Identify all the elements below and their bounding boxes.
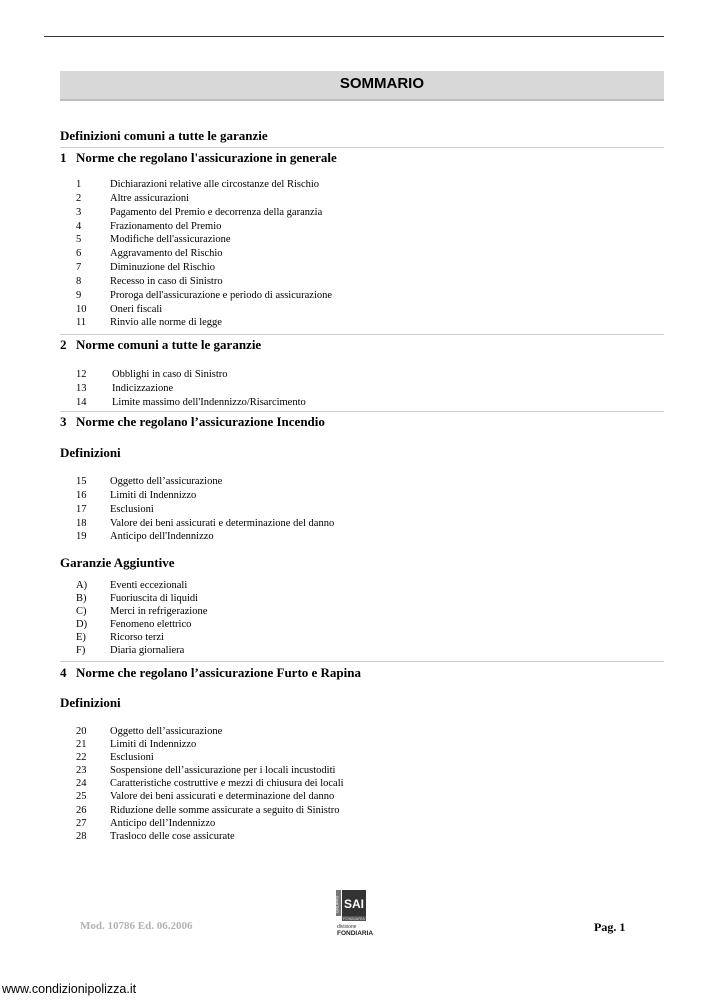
list-item <box>76 396 306 410</box>
list-item <box>76 233 332 247</box>
garanzie-aggiuntive-heading <box>60 555 174 571</box>
list-item <box>76 503 334 517</box>
item-number: 26 <box>76 804 87 816</box>
item-number: 2 <box>76 192 82 204</box>
divider <box>60 147 664 148</box>
item-number: 12 <box>76 369 87 380</box>
section-2-heading <box>60 337 261 353</box>
item-number: B) <box>76 592 87 604</box>
section-3-definizioni-heading <box>60 445 121 461</box>
item-text: Esclusioni <box>110 503 154 515</box>
list-item <box>76 817 344 830</box>
section-1-heading <box>60 150 337 166</box>
list-item <box>76 725 344 738</box>
list-item <box>76 738 344 751</box>
svg-text:SAI: SAI <box>343 897 365 911</box>
list-item <box>76 804 344 817</box>
item-text: Indicizzazione <box>112 382 174 394</box>
list-item <box>76 289 332 303</box>
item-text: Oggetto dell’assicurazione <box>110 726 223 737</box>
svg-text:FONDIARIA: FONDIARIA <box>337 930 374 937</box>
item-text: Proroga dell'assicurazione e periodo di assicurazione <box>110 289 333 301</box>
item-number: 24 <box>76 778 87 790</box>
section-title: Norme che regolano l'assicurazione in generale <box>76 150 337 165</box>
item-number: 20 <box>76 726 87 737</box>
item-number: 5 <box>76 234 82 246</box>
item-number: 17 <box>76 503 87 515</box>
item-number: 21 <box>76 739 87 751</box>
section-number: 1 <box>60 150 67 165</box>
list-item <box>76 777 344 790</box>
item-number: D) <box>76 618 88 630</box>
item-number: A) <box>76 580 88 591</box>
item-number: 7 <box>76 262 82 274</box>
top-rule <box>44 36 664 37</box>
item-text: Recesso in caso di Sinistro <box>110 275 223 287</box>
item-text: Merci in refrigerazione <box>110 605 208 617</box>
heading-definizioni-comuni <box>60 128 268 144</box>
item-text: Anticipo dell'Indennizzo <box>110 531 214 543</box>
item-text: Esclusioni <box>110 752 154 764</box>
list-item <box>76 382 306 396</box>
item-number: 22 <box>76 752 87 764</box>
list-item <box>76 764 344 777</box>
item-number: 6 <box>76 248 82 260</box>
divider <box>60 661 664 662</box>
list-item <box>76 192 332 206</box>
item-number: 15 <box>76 476 87 487</box>
item-text: Rinvio alle norme di legge <box>110 317 222 329</box>
item-text: Pagamento del Premio e decorrenza della garanzia <box>110 206 323 218</box>
item-number: E) <box>76 631 86 643</box>
item-text: Obblighi in caso di Sinistro <box>112 369 228 380</box>
item-text: Frazionamento del Premio <box>110 220 222 232</box>
item-number: 28 <box>76 830 87 842</box>
item-text: Fuoriuscita di liquidi <box>110 592 199 604</box>
svg-text:GRUPPO: GRUPPO <box>334 895 340 913</box>
list-item <box>76 593 207 606</box>
list-item <box>76 830 344 843</box>
section-4-definizioni-heading <box>60 695 121 711</box>
item-text: Eventi eccezionali <box>110 580 188 591</box>
section-3-list <box>76 475 334 544</box>
item-number: 23 <box>76 765 87 777</box>
section-3-heading <box>60 414 325 430</box>
subheading-text: Garanzie Aggiuntive <box>60 555 175 570</box>
item-text: Diaria giornaliera <box>110 644 185 656</box>
subheading-text: Definizioni <box>60 445 121 460</box>
item-text: Valore dei beni assicurati e determinazione del danno <box>110 517 335 529</box>
list-item <box>76 606 207 619</box>
section-title: Norme che regolano l’assicurazione Incendio <box>76 414 325 429</box>
subheading-text: Definizioni <box>60 695 121 710</box>
item-number: 10 <box>76 303 87 315</box>
item-text: Caratteristiche costruttive e mezzi di chiusura dei locali <box>110 778 344 790</box>
model-code: Mod. 10786 Ed. 06.2006 <box>80 920 193 932</box>
list-item <box>76 580 207 593</box>
item-text: Aggravamento del Rischio <box>110 248 223 260</box>
list-item <box>76 220 332 234</box>
sai-fondiaria-logo <box>334 888 374 938</box>
item-text: Valore dei beni assicurati e determinazione del danno <box>110 791 335 803</box>
section-2-list <box>76 368 306 410</box>
item-number: F) <box>76 644 86 656</box>
page-title: SOMMARIO <box>339 75 424 92</box>
list-item <box>76 645 207 658</box>
item-number: 27 <box>76 817 87 829</box>
list-item <box>76 632 207 645</box>
item-number: 4 <box>76 220 82 232</box>
list-item <box>76 247 332 261</box>
item-text: Sospensione dell’assicurazione per i locali incustoditi <box>110 765 336 777</box>
svg-text:FONDIARIA: FONDIARIA <box>343 916 365 921</box>
item-text: Altre assicurazioni <box>110 192 190 204</box>
item-number: 16 <box>76 489 87 501</box>
item-text: Ricorso terzi <box>110 631 164 643</box>
item-text: Dichiarazioni relative alle circostanze del Rischio <box>110 179 320 190</box>
list-item <box>76 178 332 192</box>
page-number: Pag. 1 <box>594 920 626 934</box>
list-item <box>76 475 334 489</box>
item-text: Fenomeno elettrico <box>110 618 192 630</box>
section-4-list <box>76 725 344 843</box>
list-item <box>76 790 344 803</box>
item-number: 11 <box>76 317 87 329</box>
list-item <box>76 619 207 632</box>
section-4-heading <box>60 665 361 681</box>
divider <box>60 334 664 335</box>
list-item <box>76 751 344 764</box>
section-number: 2 <box>60 337 67 352</box>
list-item <box>76 368 306 382</box>
list-item <box>76 261 332 275</box>
list-item <box>76 275 332 289</box>
heading-text: Definizioni comuni a tutte le garanzie <box>60 128 268 143</box>
title-band <box>60 71 664 101</box>
list-item <box>76 303 332 317</box>
divider <box>60 411 664 412</box>
list-item <box>76 530 334 544</box>
item-text: Limiti di Indennizzo <box>110 489 197 501</box>
item-text: Anticipo dell’Indennizzo <box>110 817 216 829</box>
section-1-list <box>76 178 332 330</box>
section-title: Norme che regolano l’assicurazione Furto e Rapina <box>76 665 361 680</box>
item-number: 25 <box>76 791 87 803</box>
list-item <box>76 489 334 503</box>
section-title: Norme comuni a tutte le garanzie <box>76 337 262 352</box>
website-url: www.condizionipolizza.it <box>2 982 137 996</box>
item-text: Oneri fiscali <box>110 303 163 315</box>
garanzie-list <box>76 580 207 657</box>
item-number: 18 <box>76 517 87 529</box>
item-number: 14 <box>76 396 87 408</box>
list-item <box>76 316 332 330</box>
item-number: 8 <box>76 275 82 287</box>
item-text: Limite massimo dell'Indennizzo/Risarcimento <box>112 396 306 408</box>
item-text: Diminuzione del Rischio <box>110 262 215 274</box>
section-number: 3 <box>60 414 67 429</box>
list-item <box>76 206 332 220</box>
item-number: 13 <box>76 382 87 394</box>
item-number: C) <box>76 605 87 617</box>
section-number: 4 <box>60 665 67 680</box>
item-text: Limiti di Indennizzo <box>110 739 197 751</box>
item-number: 3 <box>76 206 82 218</box>
svg-text:divisione: divisione <box>337 924 357 930</box>
item-text: Oggetto dell’assicurazione <box>110 476 223 487</box>
item-text: Trasloco delle cose assicurate <box>110 830 235 842</box>
item-number: 19 <box>76 531 87 543</box>
item-number: 9 <box>76 289 82 301</box>
item-text: Modifiche dell'assicurazione <box>110 234 231 246</box>
item-text: Riduzione delle somme assicurate a seguito di Sinistro <box>110 804 340 816</box>
item-number: 1 <box>76 179 82 190</box>
list-item <box>76 517 334 531</box>
